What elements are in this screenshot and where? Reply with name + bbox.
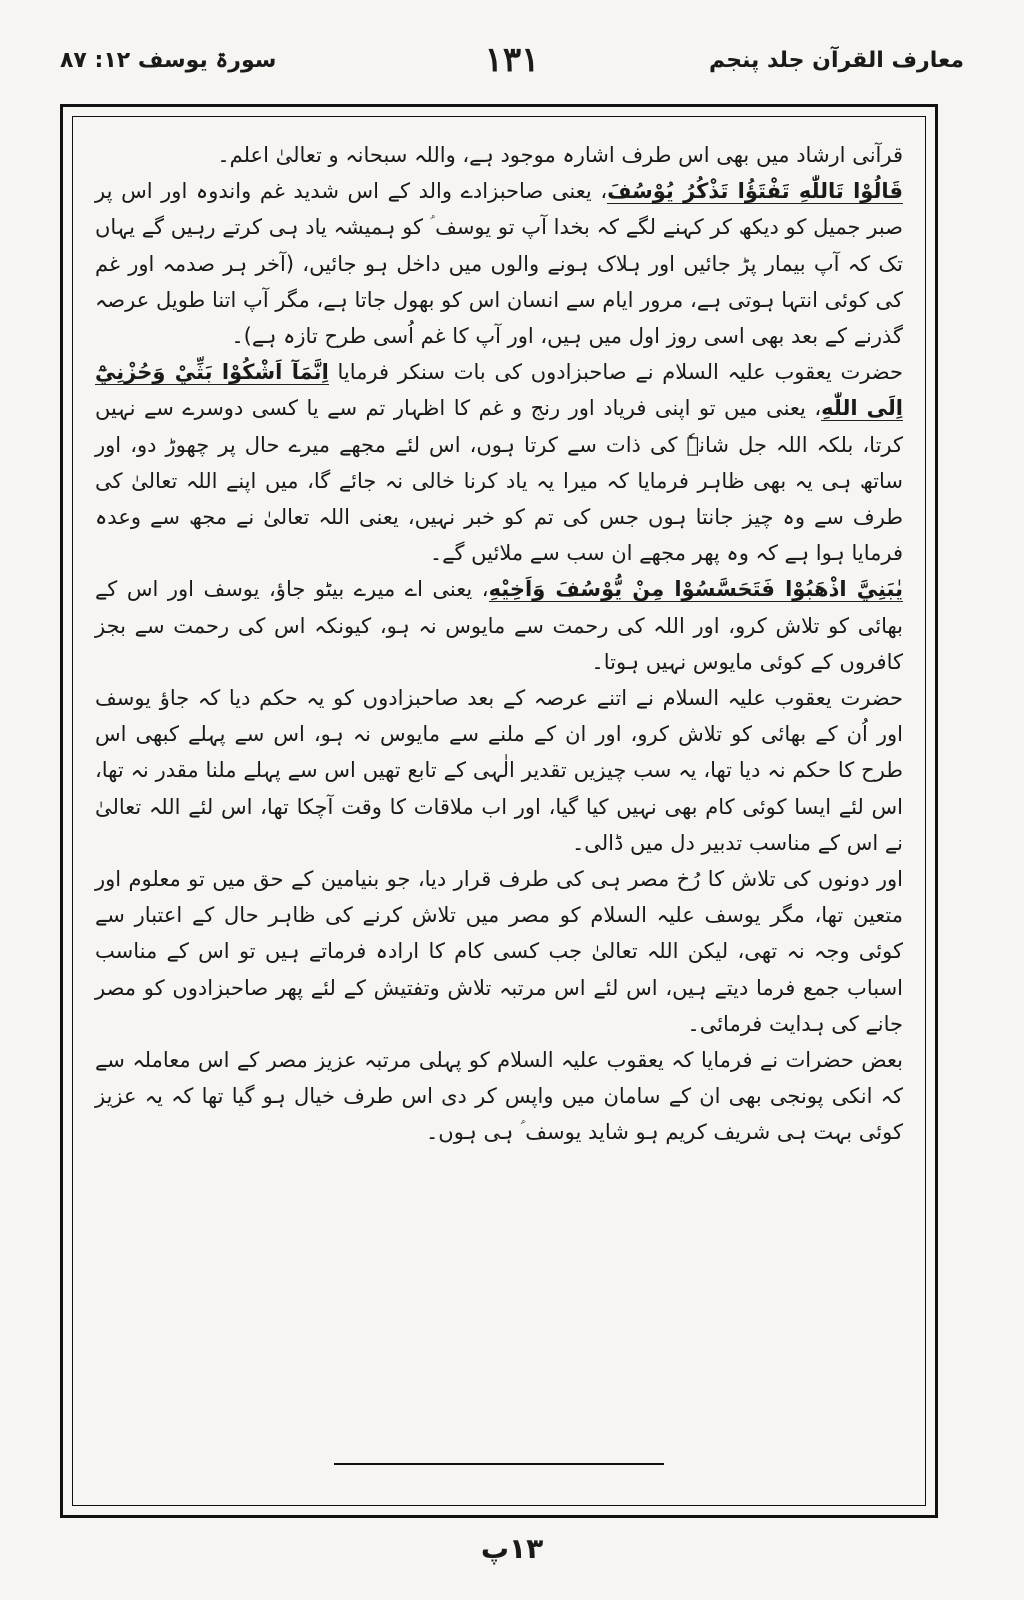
text-run: ، یعنی میں تو اپنی فریاد اور رنج و غم کا اظہار تم سے یا کسی دوسرے سے نہیں کرتا، بلکہ اللہ جل شانہٗ کی ذات سے کرتا ہوں، اس لئے مجھے میرے حال پر چھوڑ دو، اور ساتھ ہی یہ بھی ظاہر فرمایا کہ میرا یہ یاد کرنا خالی نہ جائے گا، میں اپنے اللہ تعالیٰ کی طرف سے وہ چیز جانتا ہوں جس کی تم کو خبر نہیں، یعنی اللہ تعالیٰ نے مجھ سے وعدہ فرمایا ہوا ہے کہ وہ پھر مجھے ان سب سے ملائیں گے۔	[95, 396, 903, 566]
paragraph	[95, 861, 903, 1042]
text-run: ، یعنی صاحبزادے والد کے اس شدید غم واندوہ اور اس پر صبر جمیل کو دیکھ کر کہنے لگے کہ بخدا آپ تو یوسف ؑ کو ہمیشہ یاد ہی کرتے رہیں گے یہاں تک کہ آپ بیمار پڑ جائیں اور ہلاک ہونے والوں میں داخل ہو جائیں، (آخر ہر صدمہ اور غم کی کوئی انتہا ہوتی ہے، مرور ایام سے انسان اس کو بھول جاتا ہے، مگر آپ اتنا طویل عرصہ گذرنے کے بعد بھی اسی روز اول میں ہیں، اور آپ کا غم اُسی طرح تازہ ہے)۔	[95, 179, 903, 349]
quran-quote: يٰبَنِيَّ اذْهَبُوْا فَتَحَسَّسُوْا مِنْ يُّوْسُفَ وَاَخِيْهِ	[488, 577, 904, 602]
paragraph	[95, 680, 903, 861]
page-header	[60, 40, 964, 90]
para-marker: ۱۳پ	[480, 1532, 544, 1565]
paragraph	[95, 137, 903, 173]
text-body	[95, 137, 903, 1425]
text-run: اور دونوں کی تلاش کا رُخ مصر ہی کی طرف قرار دیا، جو بنیامین کے حق میں تو معلوم اور متعین تھا، مگر یوسف علیہ السلام کو مصر میں تلاش کرنے کی ظاہر حال کے اعتبار سے کوئی وجہ نہ تھی، لیکن اللہ تعالیٰ جب کسی کام کا ارادہ فرماتے ہیں تو اس کے مناسب اسباب جمع فرما دیتے ہیں، اس لئے اس مرتبہ تلاش وتفتیش کے لئے پھر صاحبزادوں کو مصر جانے کی ہدایت فرمائی۔	[95, 867, 903, 1036]
text-run: حضرت یعقوب علیہ السلام نے صاحبزادوں کی بات سنکر فرمایا	[328, 360, 903, 385]
paragraph	[95, 354, 903, 571]
page-number: ۱۳۱	[484, 40, 540, 80]
text-run: قرآنی ارشاد میں بھی اس طرف اشارہ موجود ہے، واللہ سبحانہ و تعالیٰ اعلم۔	[217, 143, 903, 167]
text-run: بعض حضرات نے فرمایا کہ یعقوب علیہ السلام کو پہلی مرتبہ عزیز مصر کے اس معاملہ سے کہ انکی پونجی بھی ان کے سامان میں واپس کر دی اس طرف خیال ہو گیا تھا کہ یہ عزیز کوئی بہت ہی شریف کریم ہو شاید یوسف ؑ ہی ہوں۔	[95, 1048, 903, 1145]
paragraph	[95, 1042, 903, 1151]
paragraph	[95, 571, 903, 680]
text-run: ، یعنی اے میرے بیٹو جاؤ، یوسف اور اس کے بھائی کو تلاش کرو، اور اللہ کی رحمت سے مایوس نہ ہو، کیونکہ اس کی رحمت سے بجز کافروں کے کوئی مایوس نہیں ہوتا۔	[95, 577, 903, 674]
book-title: معارف القرآن جلد پنجم	[708, 48, 964, 73]
text-run: حضرت یعقوب علیہ السلام نے اتنے عرصہ کے بعد صاحبزادوں کو یہ حکم دیا کہ جاؤ یوسف اور اُن کے بھائی کو تلاش کرو، اور ان کے ملنے سے مایوس نہ ہو، اس سے پہلے کبھی اس طرح کا حکم نہ دیا تھا، یہ سب چیزیں تقدیر الٰہی کے تابع تھیں اس سے پہلے ملنا مقدر نہ تھا، اس لئے ایسا کوئی کام بھی نہیں کیا گیا، اور اب ملاقات کا وقت آچکا تھا، اس لئے اللہ تعالیٰ نے اس کے مناسب تدبیر دل میں ڈالی۔	[95, 686, 903, 855]
quran-quote: اِنَّمَآ اَشْكُوْا بَثِّيْ وَحُزْنِيْٓ اِلَى اللّٰهِ	[95, 360, 903, 421]
end-rule	[334, 1463, 664, 1465]
paragraph	[95, 173, 903, 354]
quran-quote: قَالُوْا تَاللّٰهِ تَفْتَؤُا تَذْكُرُ يُوْسُفَ	[607, 179, 903, 204]
surah-reference: سورۃ یوسف ۱۲: ۸۷	[60, 48, 277, 73]
page-border	[60, 104, 938, 1518]
page-inner-border	[72, 116, 926, 1506]
